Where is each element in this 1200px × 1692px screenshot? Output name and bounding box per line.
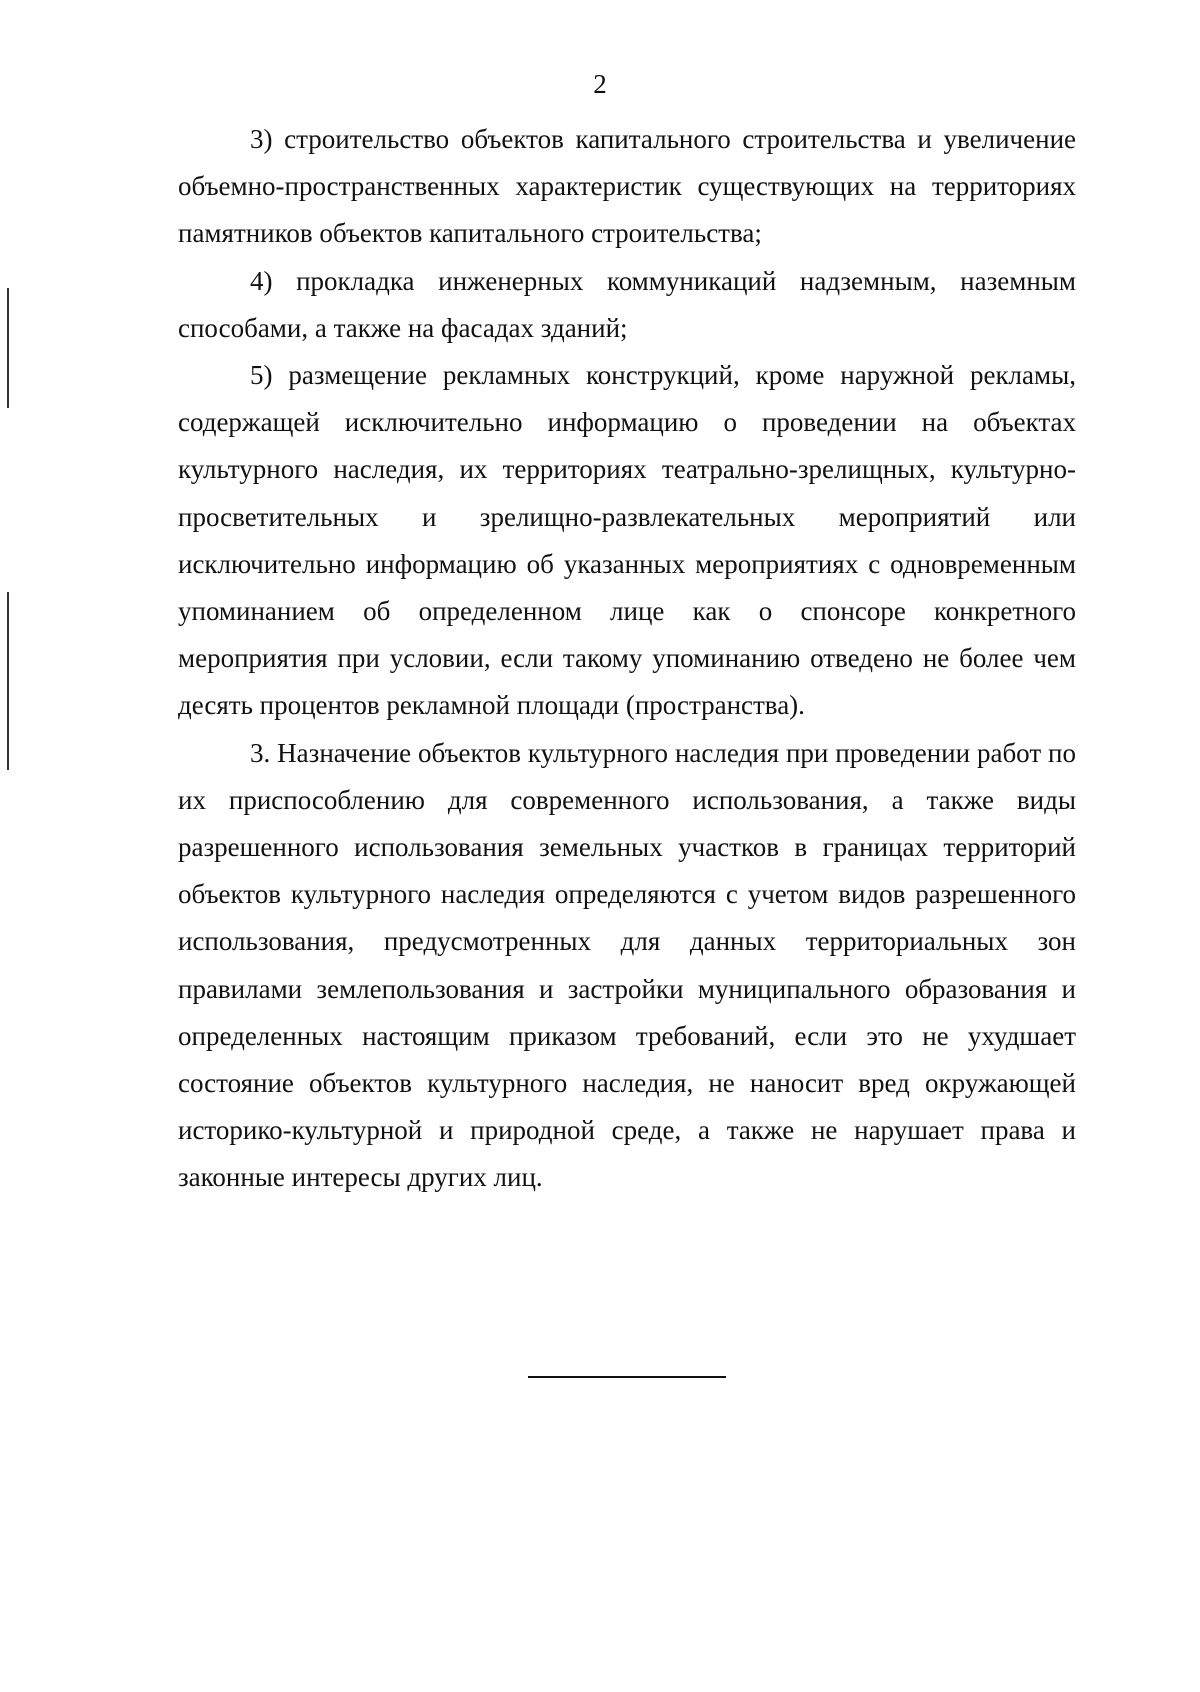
document-body [178,116,1076,1202]
end-of-document-rule [528,1376,726,1378]
paragraph-item-5: 5) размещение рекламных конструкций, кроме наружной рекламы, содержащей исключительно информацию о проведении на объектах культурного наследия, их территориях театрально-зрелищных, культурно-просветительных и зрелищно-развлекательных мероприятий или исключительно информацию об указанных мероприятиях с одновременным упоминанием об определенном лице как о спонсоре конкретного мероприятия при условии, если такому упоминанию отведено не более чем десять процентов рекламной площади (пространства). [178,360,1076,721]
margin-change-bar [7,288,9,408]
paragraph-section-3: 3. Назначение объектов культурного наследия при проведении работ по их приспособлению для современного использования, а также виды разрешенного использования земельных участков в границах территорий объектов культурного наследия определяются с учетом видов разрешенного использования, предусмотренных для данных территориальных зон правилами землепользования и застройки муниципального образования и определенных настоящим приказом требований, если это не ухудшает состояние объектов культурного наследия, не наносит вред окружающей историко-культурной и природной среде, а также не нарушает права и законные интересы других лиц. [178,737,1076,1193]
page-number: 2 [593,69,607,99]
margin-change-bar [7,592,9,770]
paragraph-item-3: 3) строительство объектов капитального строительства и увеличение объемно-пространственных характеристик существующих на территориях памятников объектов капитального строительства; [178,124,1076,249]
paragraph-item-4: 4) прокладка инженерных коммуникаций надземным, наземным способами, а также на фасадах зданий; [178,265,1076,343]
